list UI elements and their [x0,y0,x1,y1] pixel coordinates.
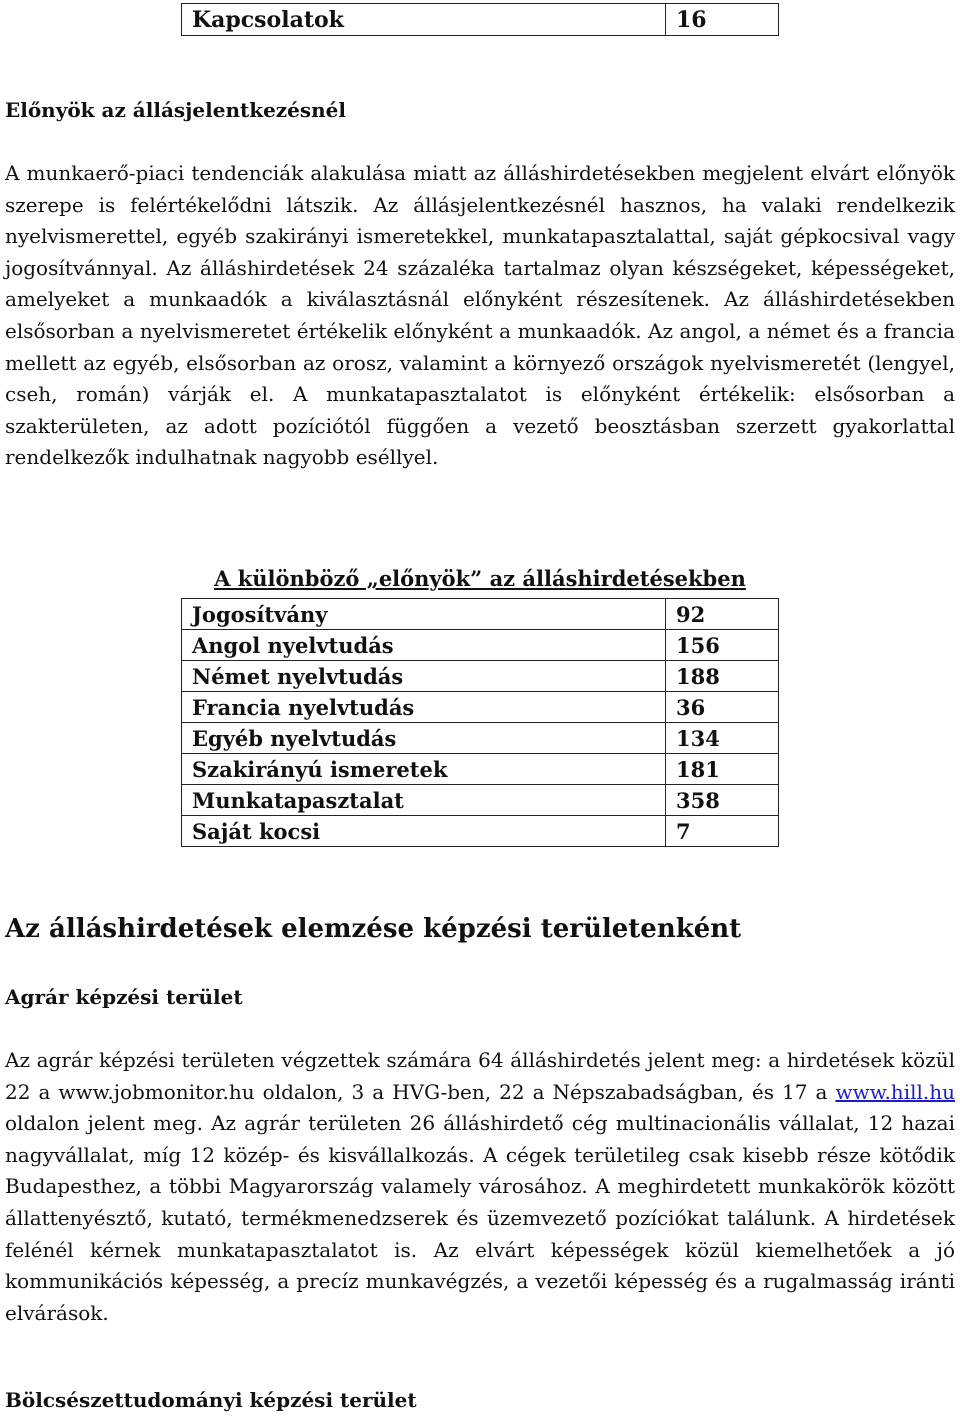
agrar-text-part2: oldalon jelent meg. Az agrár területen 26 álláshirdető cég multinacionális vállalat, 12 hazai nagyvállalat, míg 12 közép- és kisvállalkozás. A cégek területileg csak kisebb része kötődik Budapesthez, a többi Magyarország valamely városához. A meghirdetett munkakörök között állattenyésztő, kutató, termékmenedzserek és üzemvezető pozíciókat találunk. A hirdetések felénél kérnek munkatapasztalatot is. Az elvárt képességek közül kiemelhetőek a jó kommunikációs képesség, a precíz munkavégzés, a vezetői képesség és a rugalmasság iránti elvárások. [5,1111,955,1325]
header-label: Kapcsolatok [182,4,666,36]
row-label: Német nyelvtudás [182,661,666,692]
row-label: Szakirányú ismeretek [182,754,666,785]
hill-link[interactable]: www.hill.hu [835,1079,955,1104]
subheading-bolcseszet: Bölcsészettudományi képzési terület [5,1388,417,1412]
table-row [182,599,779,630]
row-label: Saját kocsi [182,816,666,847]
table-row [182,630,779,661]
row-label: Jogosítvány [182,599,666,630]
row-label: Egyéb nyelvtudás [182,723,666,754]
section-heading-analysis: Az álláshirdetések elemzése képzési területenként [5,914,742,944]
agrar-text-part1: Az agrár képzési területen végzettek számára 64 álláshirdetés jelent meg: a hirdetések közül 22 a www.jobmonitor.hu oldalon, 3 a HVG-ben, 22 a Népszabadságban, és 17 a [5,1048,955,1104]
advantages-table [181,598,779,847]
row-value: 156 [666,630,779,661]
header-table [181,3,779,36]
table-row [182,692,779,723]
table-row [182,754,779,785]
advantages-table-title: A különböző „előnyök” az álláshirdetésekben [214,566,746,591]
header-table-row [182,4,779,36]
row-value: 92 [666,599,779,630]
page-number: 16 [666,4,779,36]
row-label: Munkatapasztalat [182,785,666,816]
table-row [182,661,779,692]
agrar-paragraph [5,1045,955,1329]
row-value: 7 [666,816,779,847]
row-value: 188 [666,661,779,692]
advantages-paragraph: A munkaerő-piaci tendenciák alakulása miatt az álláshirdetésekben megjelent elvárt előnyök szerepe is felértékelődni látszik. Az állásjelentkezésnél hasznos, ha valaki rendelkezik nyelvismerettel, egyéb szakirányi ismeretekkel, munkatapasztalattal, saját gépkocsival vagy jogosítvánnyal. Az álláshirdetések 24 százaléka tartalmaz olyan készségeket, képességeket, amelyeket a munkaadók a kiválasztásnál előnyként részesítenek. Az álláshirdetésekben elsősorban a nyelvismeretet értékelik előnyként a munkaadók. Az angol, a német és a francia mellett az egyéb, elsősorban az orosz, valamint a környező országok nyelvismeretét (lengyel, cseh, román) várják el. A munkatapasztalatot is előnyként értékelik: elsősorban a szakterületen, az adott pozíciótól függően a vezető beosztásban szerzett gyakorlattal rendelkezők indulhatnak nagyobb eséllyel. [5,161,955,470]
row-value: 134 [666,723,779,754]
row-value: 358 [666,785,779,816]
subheading-agrar: Agrár képzési terület [5,985,243,1009]
section-heading-advantages: Előnyök az állásjelentkezésnél [5,98,347,122]
row-label: Angol nyelvtudás [182,630,666,661]
row-value: 36 [666,692,779,723]
table-row [182,785,779,816]
row-value: 181 [666,754,779,785]
table-row [182,723,779,754]
row-label: Francia nyelvtudás [182,692,666,723]
table-row [182,816,779,847]
